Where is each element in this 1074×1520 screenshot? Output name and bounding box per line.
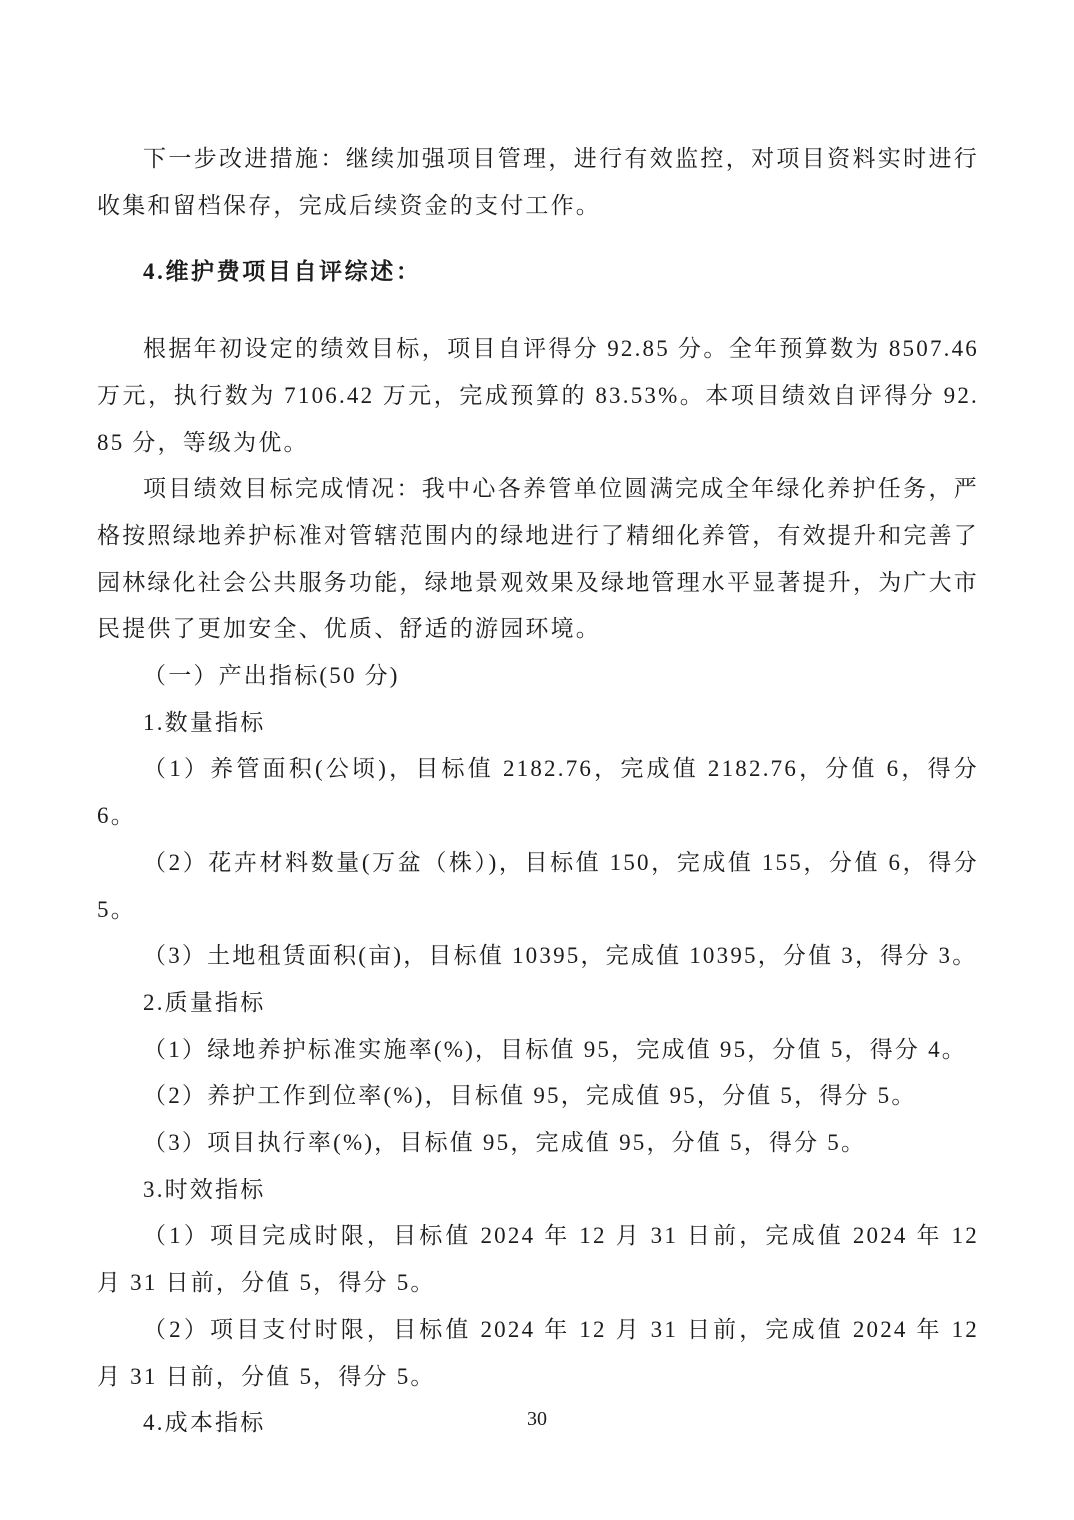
para-improvement-measures: 下一步改进措施：继续加强项目管理，进行有效监控，对项目资料实时进行收集和留档保存，完成后续资金的支付工作。 [97, 146, 979, 218]
item-maintenance-area: （1）养管面积(公顷)，目标值 2182.76，完成值 2182.76，分值 6，得分 6。 [97, 756, 979, 829]
para-goal-completion: 项目绩效目标完成情况：我中心各养管单位圆满完成全年绿化养护任务，严格按照绿地养护标准对管辖范围内的绿地进行了精细化养管，有效提升和完善了园林绿化社会公共服务功能，绿地景观效果及绿地管理水平显著提升，为广大市民提供了更加安全、优质、舒适的游园环境。 [97, 476, 979, 642]
item-land-lease-area: （3）土地租赁面积(亩)，目标值 10395，完成值 10395，分值 3，得分 3。 [143, 943, 978, 969]
line-cost-indicators: 4.成本指标 [143, 1410, 266, 1436]
page-number: 30 [527, 1408, 547, 1430]
item-project-execution-rate: （3）项目执行率(%)，目标值 95，完成值 95，分值 5，得分 5。 [143, 1130, 867, 1156]
item-project-completion-deadline: （1）项目完成时限，目标值 2024 年 12 月 31 日前，完成值 2024 年 12 月 31 日前，分值 5，得分 5。 [97, 1223, 979, 1296]
heading-maintenance-self-eval: 4.维护费项目自评综述： [143, 259, 422, 285]
document-body [97, 136, 979, 1447]
item-green-maintenance-standard-rate: （1）绿地养护标准实施率(%)，目标值 95，完成值 95，分值 5，得分 4。 [143, 1036, 967, 1062]
line-quality-indicators: 2.质量指标 [143, 989, 266, 1015]
line-quantity-indicators: 1.数量指标 [143, 709, 266, 735]
line-timeliness-indicators: 3.时效指标 [143, 1176, 266, 1202]
line-output-indicators: （一）产出指标(50 分) [143, 663, 400, 689]
para-self-eval-summary: 根据年初设定的绩效目标，项目自评得分 92.85 分。全年预算数为 8507.46 万元，执行数为 7106.42 万元，完成预算的 83.53%。本项目绩效自评得分 92.85 分，等级为优。 [97, 336, 979, 455]
item-project-payment-deadline: （2）项目支付时限，目标值 2024 年 12 月 31 日前，完成值 2024 年 12 月 31 日前，分值 5，得分 5。 [97, 1316, 979, 1389]
item-flower-materials: （2）花卉材料数量(万盆（株）)，目标值 150，完成值 155，分值 6，得分 5。 [97, 849, 979, 922]
item-maintenance-in-place-rate: （2）养护工作到位率(%)，目标值 95，完成值 95，分值 5，得分 5。 [143, 1083, 917, 1109]
